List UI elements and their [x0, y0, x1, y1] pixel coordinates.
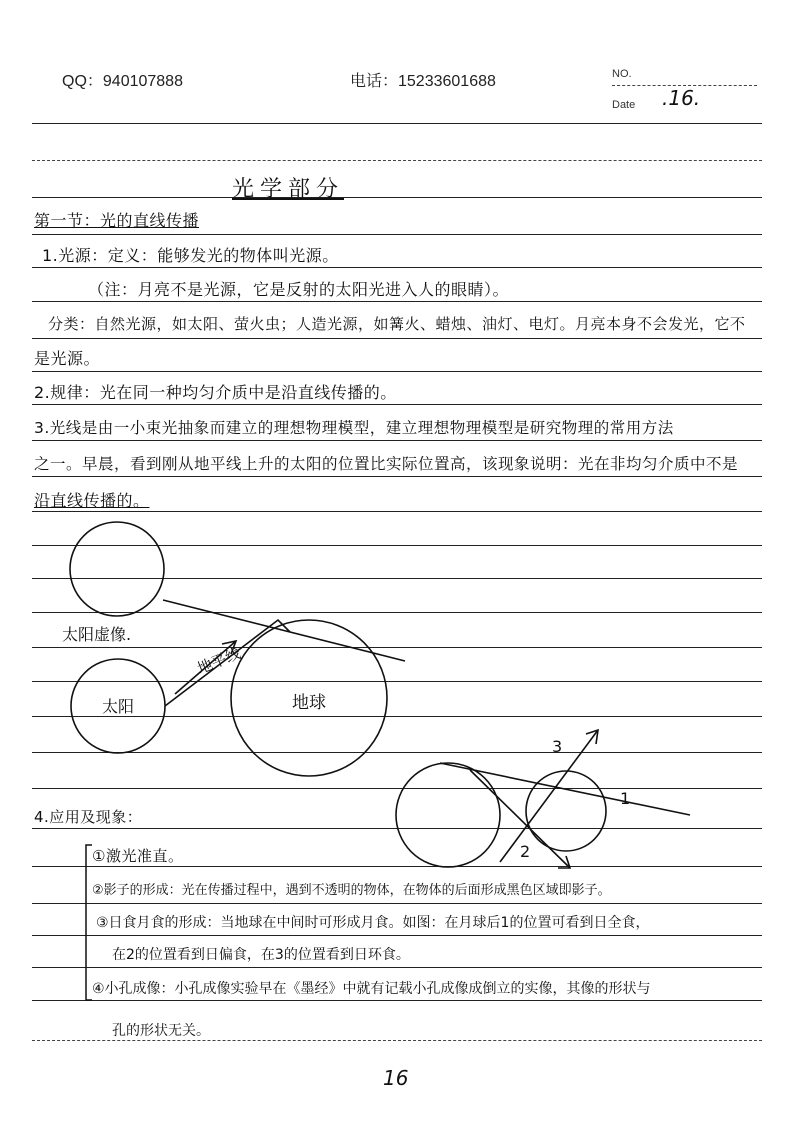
horizon-label: 地平线	[194, 644, 244, 678]
section-heading: 第一节：光的直线传播	[34, 211, 200, 230]
page-title: 光学部分	[232, 177, 345, 202]
text-line: 1.光源：定义：能够发光的物体叫光源。	[42, 246, 339, 265]
phone-contact: 电话：15233601688	[350, 73, 496, 90]
text-line: 2.规律：光在同一种均匀介质中是沿直线传播的。	[34, 383, 397, 402]
position-label-1: 1	[620, 789, 631, 808]
list-bracket	[86, 845, 92, 1000]
page-number: 16	[383, 1066, 409, 1090]
sun-virtual-image-circle	[70, 522, 164, 616]
list-item: ②影子的形成：光在传播过程中，遇到不透明的物体，在物体的后面形成黑色区域即影子。	[92, 883, 611, 898]
list-item: 在2的位置看到日偏食，在3的位置看到日环食。	[112, 947, 410, 963]
text-line: （注：月亮不是光源，它是反射的太阳光进入人的眼睛）。	[88, 280, 510, 299]
text-line: 之一。早晨，看到刚从地平线上升的太阳的位置比实际位置高，该现象说明：光在非均匀介质中不是	[34, 455, 739, 473]
text-line: 是光源。	[34, 349, 101, 368]
list-item: ①激光准直。	[92, 847, 184, 865]
sun-image-label: 太阳虚像.	[62, 625, 132, 644]
earth-label: 地球	[292, 693, 326, 713]
text-line: 沿直线传播的。	[34, 491, 150, 510]
qq-contact: QQ：940107888	[62, 73, 183, 90]
position-label-2: 2	[520, 842, 531, 861]
list-item: 孔的形状无关。	[112, 1023, 210, 1039]
text-line: 3.光线是由一小束光抽象而建立的理想物理模型，建立理想物理模型是研究物理的常用方法	[34, 419, 674, 437]
date-value: .16.	[662, 86, 701, 110]
section-heading: 4.应用及现象：	[34, 808, 143, 826]
text-line: 分类：自然光源，如太阳、萤火虫；人造光源，如篝火、蜡烛、油灯、电灯。月亮本身不会发光，它不	[48, 315, 746, 333]
position-label-3: 3	[552, 737, 563, 756]
apparent-light-ray	[163, 600, 405, 661]
sun-label: 太阳	[102, 697, 135, 716]
tangent-ray-3	[500, 730, 598, 862]
no-label: NO.	[612, 68, 632, 80]
list-item: ④小孔成像：小孔成像实验早在《墨经》中就有记载小孔成像成倒立的实像，其像的形状与	[92, 981, 651, 997]
list-item: ③日食月食的形成：当地球在中间时可形成月食。如图：在月球后1的位置可看到日全食，	[96, 915, 650, 931]
date-label: Date	[612, 99, 636, 111]
sun-circle-2	[396, 763, 500, 867]
eclipse-diagram	[396, 730, 690, 868]
